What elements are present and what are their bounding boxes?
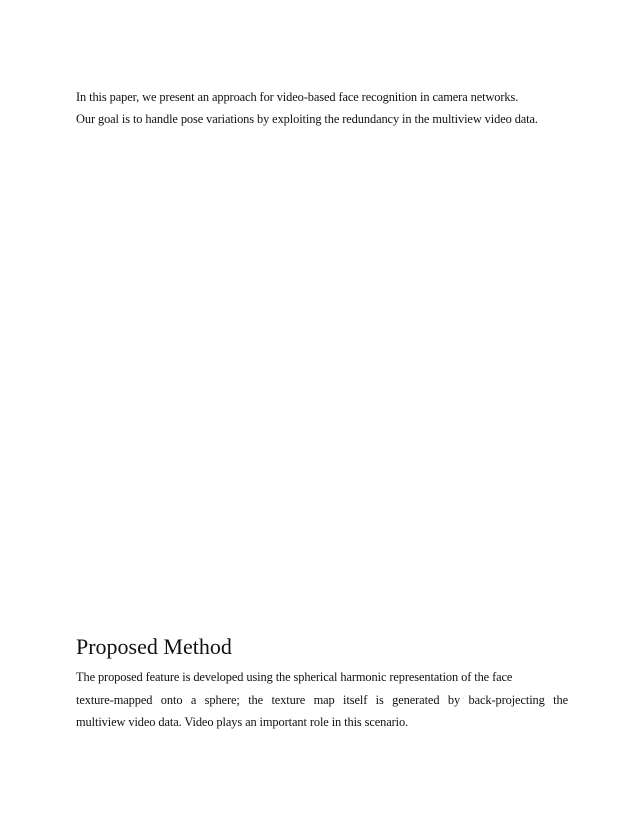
section-line-1: The proposed feature is developed using the spherical harmonic representation of the face xyxy=(76,670,513,684)
intro-paragraph xyxy=(76,86,566,130)
section-line-2: texture-mapped onto a sphere; the texture map itself is generated by back-projecting the xyxy=(76,692,568,707)
section-paragraph xyxy=(76,666,568,734)
intro-line-2: Our goal is to handle pose variations by exploiting the redundancy in the multiview video data. xyxy=(76,112,538,126)
intro-line-1: In this paper, we present an approach for video-based face recognition in camera networks. xyxy=(76,90,519,104)
section-line-3: multiview video data. Video plays an important role in this scenario. xyxy=(76,715,409,729)
proposed-method-section xyxy=(76,632,568,734)
section-heading: Proposed Method xyxy=(76,634,232,659)
